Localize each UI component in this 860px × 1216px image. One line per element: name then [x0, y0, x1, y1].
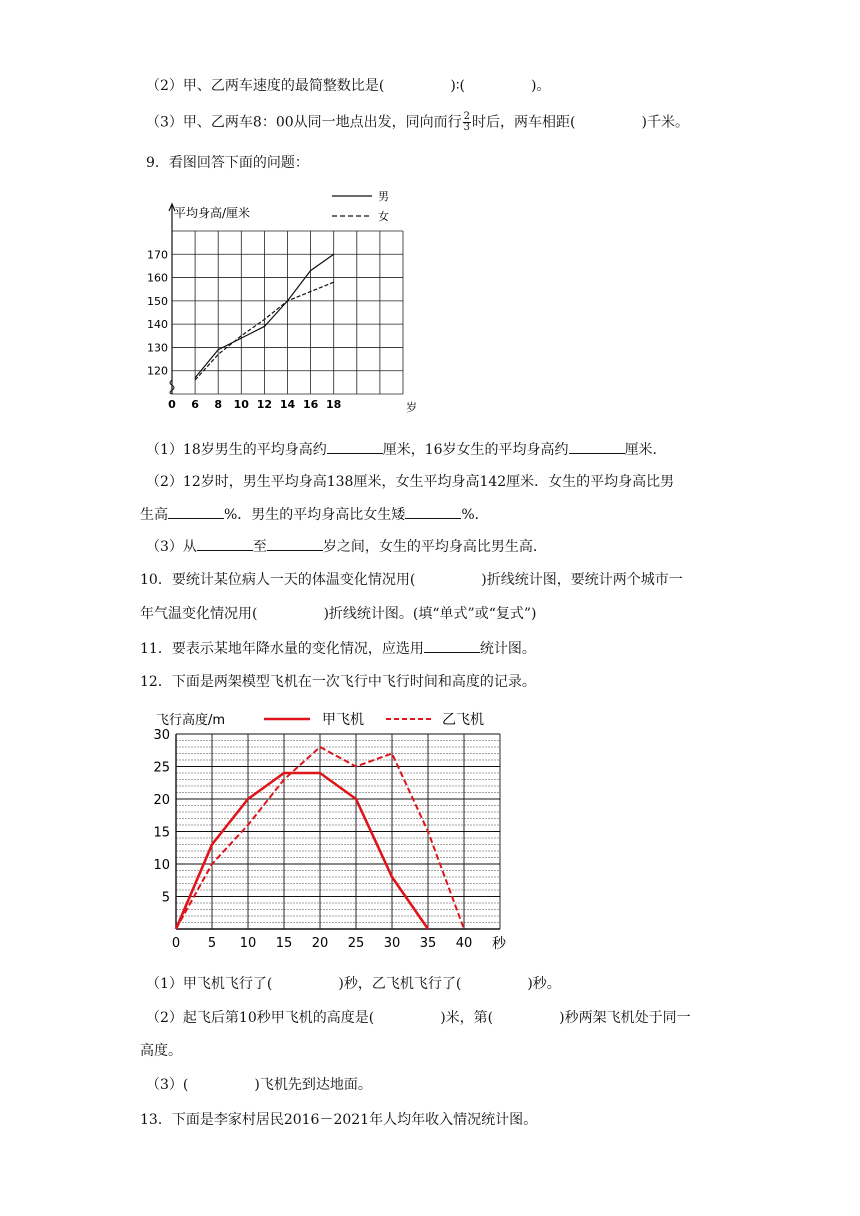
answer-blank[interactable]	[424, 638, 480, 653]
q8-part3: （3）甲、乙两车8：00从同一地点出发，同向而行 $\frac{2}{3}$ 时后，两车相距( )千米。	[146, 111, 689, 133]
x-tick-label: 15	[275, 936, 293, 951]
x-tick-label: 6	[191, 398, 199, 411]
q9-sub1: （1）18岁男生的平均身高约 厘米，16岁女生的平均身高约 厘米．	[146, 439, 667, 460]
q12-title: 12．下面是两架模型飞机在一次飞行中飞行时间和高度的记录。	[140, 674, 536, 690]
x-axis-unit: 秒	[492, 936, 506, 952]
q10-line1: 10．要统计某位病人一天的体温变化情况用( )折线统计图，要统计两个城市一	[140, 572, 683, 588]
x-tick-label: 0	[171, 936, 181, 951]
answer-blank[interactable]	[168, 504, 224, 519]
y-axis-label: 飞行高度/m	[156, 713, 226, 728]
y-tick-label: 25	[153, 760, 170, 776]
x-tick-label: 12	[256, 398, 273, 411]
legend	[332, 190, 389, 223]
legend	[264, 711, 484, 728]
x-tick-label: 35	[419, 936, 437, 951]
q9-sub3: （3）从 至 岁之间，女生的平均身高比男生高．	[146, 536, 547, 557]
x-tick-label: 20	[311, 936, 329, 951]
x-tick-label: 40	[455, 936, 473, 951]
y-tick-label: 5	[161, 890, 170, 906]
q10-line2: 年气温变化情况用( )折线统计图。(填“单式”或“复式”)	[140, 606, 537, 622]
y-tick-label: 15	[153, 825, 170, 841]
q12-sub2-line2: 高度。	[140, 1043, 182, 1059]
flight-line-chart	[140, 704, 520, 956]
answer-blank[interactable]	[267, 536, 323, 551]
x-axis-unit: 岁	[406, 401, 417, 414]
y-tick-label: 20	[153, 793, 170, 808]
y-tick-label: 130	[147, 341, 168, 355]
q12-sub1: （1）甲飞机飞行了( )秒，乙飞机飞行了( )秒。	[146, 976, 561, 992]
q11: 11．要表示某地年降水量的变化情况，应选用 统计图。	[140, 638, 536, 659]
y-tick-label: 30	[153, 728, 170, 743]
height-line-chart	[140, 182, 440, 418]
x-tick-label: 30	[383, 936, 401, 951]
y-tick-label: 140	[147, 318, 168, 332]
y-tick-label: 120	[147, 364, 168, 378]
q12-sub2-line1: （2）起飞后第10秒甲飞机的高度是( )米，第( )秒两架飞机处于同一	[146, 1010, 691, 1026]
legend-male-label: 男	[378, 190, 389, 203]
q9-sub2-line2: 生高 %．男生的平均身高比女生矮 %．	[140, 504, 489, 525]
x-tick-label: 16	[302, 398, 319, 411]
x-tick-label: 0	[168, 398, 176, 411]
q8-part2: （2）甲、乙两车速度的最简整数比是( )∶( )。	[146, 78, 551, 94]
q9-title: 9．看图回答下面的问题：	[146, 155, 309, 171]
answer-blank[interactable]	[405, 504, 461, 519]
y-axis-label: 平均身高/厘米	[174, 206, 251, 220]
x-tick-label: 5	[207, 936, 217, 951]
x-tick-label: 18	[326, 398, 342, 411]
legend-plane-a-label: 甲飞机	[322, 712, 364, 728]
x-tick-label: 10	[239, 936, 257, 951]
legend-plane-b-label: 乙飞机	[442, 712, 484, 728]
x-tick-label: 8	[214, 398, 223, 411]
y-tick-label: 10	[153, 858, 170, 873]
y-tick-label: 160	[147, 271, 168, 285]
q9-sub2-line1: （2）12岁时，男生平均身高138厘米，女生平均身高142厘米．女生的平均身高比男	[146, 474, 675, 490]
answer-blank[interactable]	[569, 439, 625, 454]
x-tick-label: 25	[347, 936, 365, 951]
q13-title: 13．下面是李家村居民2016－2021年人均年收入情况统计图。	[140, 1112, 538, 1128]
answer-blank[interactable]	[197, 536, 253, 551]
y-tick-label: 150	[147, 294, 168, 308]
legend-female-label: 女	[378, 210, 389, 223]
fraction: $\frac{2}{3}$	[463, 111, 471, 133]
answer-blank[interactable]	[327, 439, 383, 454]
x-tick-label: 14	[279, 398, 296, 411]
x-tick-label: 10	[233, 398, 249, 411]
q12-sub3: （3）( )飞机先到达地面。	[146, 1077, 372, 1093]
y-tick-label: 170	[147, 248, 168, 262]
